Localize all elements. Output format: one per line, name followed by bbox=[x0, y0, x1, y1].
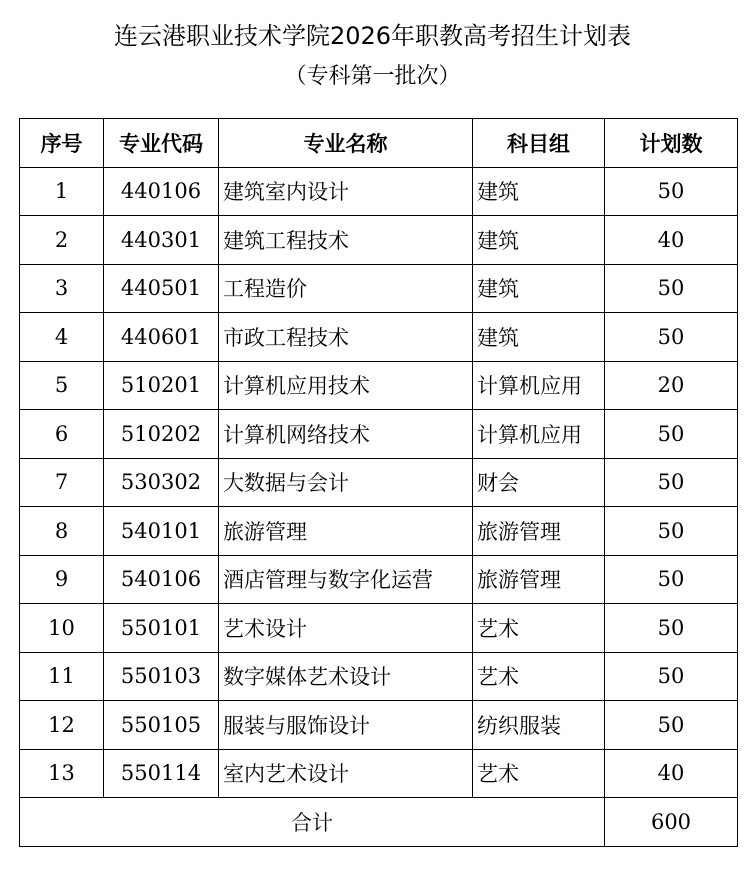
cell-group: 建筑 bbox=[473, 264, 605, 313]
table-row bbox=[20, 313, 738, 362]
cell-group: 旅游管理 bbox=[473, 555, 605, 604]
cell-name: 计算机网络技术 bbox=[219, 410, 473, 459]
table-header-row bbox=[20, 119, 738, 168]
cell-code: 440501 bbox=[104, 264, 219, 313]
page-subtitle: （专科第一批次） bbox=[284, 64, 461, 89]
table-row bbox=[20, 410, 738, 459]
cell-plan: 20 bbox=[605, 361, 738, 410]
cell-plan: 50 bbox=[605, 507, 738, 556]
total-value: 600 bbox=[605, 798, 738, 847]
cell-code: 510202 bbox=[104, 410, 219, 459]
cell-name: 市政工程技术 bbox=[219, 313, 473, 362]
cell-plan: 40 bbox=[605, 749, 738, 798]
table-row bbox=[20, 458, 738, 507]
cell-name: 室内艺术设计 bbox=[219, 749, 473, 798]
table-row bbox=[20, 507, 738, 556]
cell-plan: 50 bbox=[605, 555, 738, 604]
cell-code: 440601 bbox=[104, 313, 219, 362]
cell-code: 550101 bbox=[104, 604, 219, 653]
cell-name: 数字媒体艺术设计 bbox=[219, 652, 473, 701]
cell-group: 纺织服装 bbox=[473, 701, 605, 750]
cell-group: 建筑 bbox=[473, 313, 605, 362]
cell-plan: 50 bbox=[605, 652, 738, 701]
table-row bbox=[20, 604, 738, 653]
header-no: 序号 bbox=[20, 119, 104, 168]
cell-no: 3 bbox=[20, 264, 104, 313]
cell-group: 艺术 bbox=[473, 652, 605, 701]
cell-group: 计算机应用 bbox=[473, 410, 605, 459]
cell-group: 财会 bbox=[473, 458, 605, 507]
cell-plan: 40 bbox=[605, 216, 738, 265]
table-row bbox=[20, 749, 738, 798]
cell-name: 酒店管理与数字化运营 bbox=[219, 555, 473, 604]
header-plan: 计划数 bbox=[605, 119, 738, 168]
cell-name: 旅游管理 bbox=[219, 507, 473, 556]
cell-no: 13 bbox=[20, 749, 104, 798]
cell-plan: 50 bbox=[605, 458, 738, 507]
cell-name: 服装与服饰设计 bbox=[219, 701, 473, 750]
cell-code: 540106 bbox=[104, 555, 219, 604]
cell-no: 11 bbox=[20, 652, 104, 701]
cell-no: 2 bbox=[20, 216, 104, 265]
cell-name: 艺术设计 bbox=[219, 604, 473, 653]
cell-code: 550105 bbox=[104, 701, 219, 750]
cell-plan: 50 bbox=[605, 410, 738, 459]
cell-name: 大数据与会计 bbox=[219, 458, 473, 507]
cell-name: 建筑室内设计 bbox=[219, 167, 473, 216]
cell-group: 旅游管理 bbox=[473, 507, 605, 556]
table-row bbox=[20, 361, 738, 410]
cell-code: 440106 bbox=[104, 167, 219, 216]
page-title: 连云港职业技术学院2026年职教高考招生计划表 bbox=[113, 22, 632, 50]
table-row bbox=[20, 701, 738, 750]
total-label: 合计 bbox=[20, 798, 605, 847]
total-row bbox=[20, 798, 738, 847]
cell-plan: 50 bbox=[605, 313, 738, 362]
enrollment-plan-table bbox=[19, 118, 738, 847]
cell-code: 440301 bbox=[104, 216, 219, 265]
cell-no: 1 bbox=[20, 167, 104, 216]
cell-group: 艺术 bbox=[473, 749, 605, 798]
cell-no: 10 bbox=[20, 604, 104, 653]
header-name: 专业名称 bbox=[219, 119, 473, 168]
header-code: 专业代码 bbox=[104, 119, 219, 168]
cell-no: 5 bbox=[20, 361, 104, 410]
cell-no: 12 bbox=[20, 701, 104, 750]
cell-no: 7 bbox=[20, 458, 104, 507]
cell-no: 4 bbox=[20, 313, 104, 362]
table-row bbox=[20, 264, 738, 313]
cell-no: 9 bbox=[20, 555, 104, 604]
cell-code: 530302 bbox=[104, 458, 219, 507]
table-row bbox=[20, 167, 738, 216]
cell-group: 艺术 bbox=[473, 604, 605, 653]
cell-name: 计算机应用技术 bbox=[219, 361, 473, 410]
cell-plan: 50 bbox=[605, 701, 738, 750]
cell-code: 550114 bbox=[104, 749, 219, 798]
table-row bbox=[20, 216, 738, 265]
cell-name: 建筑工程技术 bbox=[219, 216, 473, 265]
cell-group: 建筑 bbox=[473, 216, 605, 265]
cell-code: 550103 bbox=[104, 652, 219, 701]
cell-code: 510201 bbox=[104, 361, 219, 410]
table-row bbox=[20, 652, 738, 701]
cell-code: 540101 bbox=[104, 507, 219, 556]
cell-plan: 50 bbox=[605, 167, 738, 216]
cell-plan: 50 bbox=[605, 604, 738, 653]
cell-group: 计算机应用 bbox=[473, 361, 605, 410]
cell-no: 6 bbox=[20, 410, 104, 459]
cell-plan: 50 bbox=[605, 264, 738, 313]
cell-name: 工程造价 bbox=[219, 264, 473, 313]
cell-no: 8 bbox=[20, 507, 104, 556]
table-row bbox=[20, 555, 738, 604]
header-group: 科目组 bbox=[473, 119, 605, 168]
cell-group: 建筑 bbox=[473, 167, 605, 216]
